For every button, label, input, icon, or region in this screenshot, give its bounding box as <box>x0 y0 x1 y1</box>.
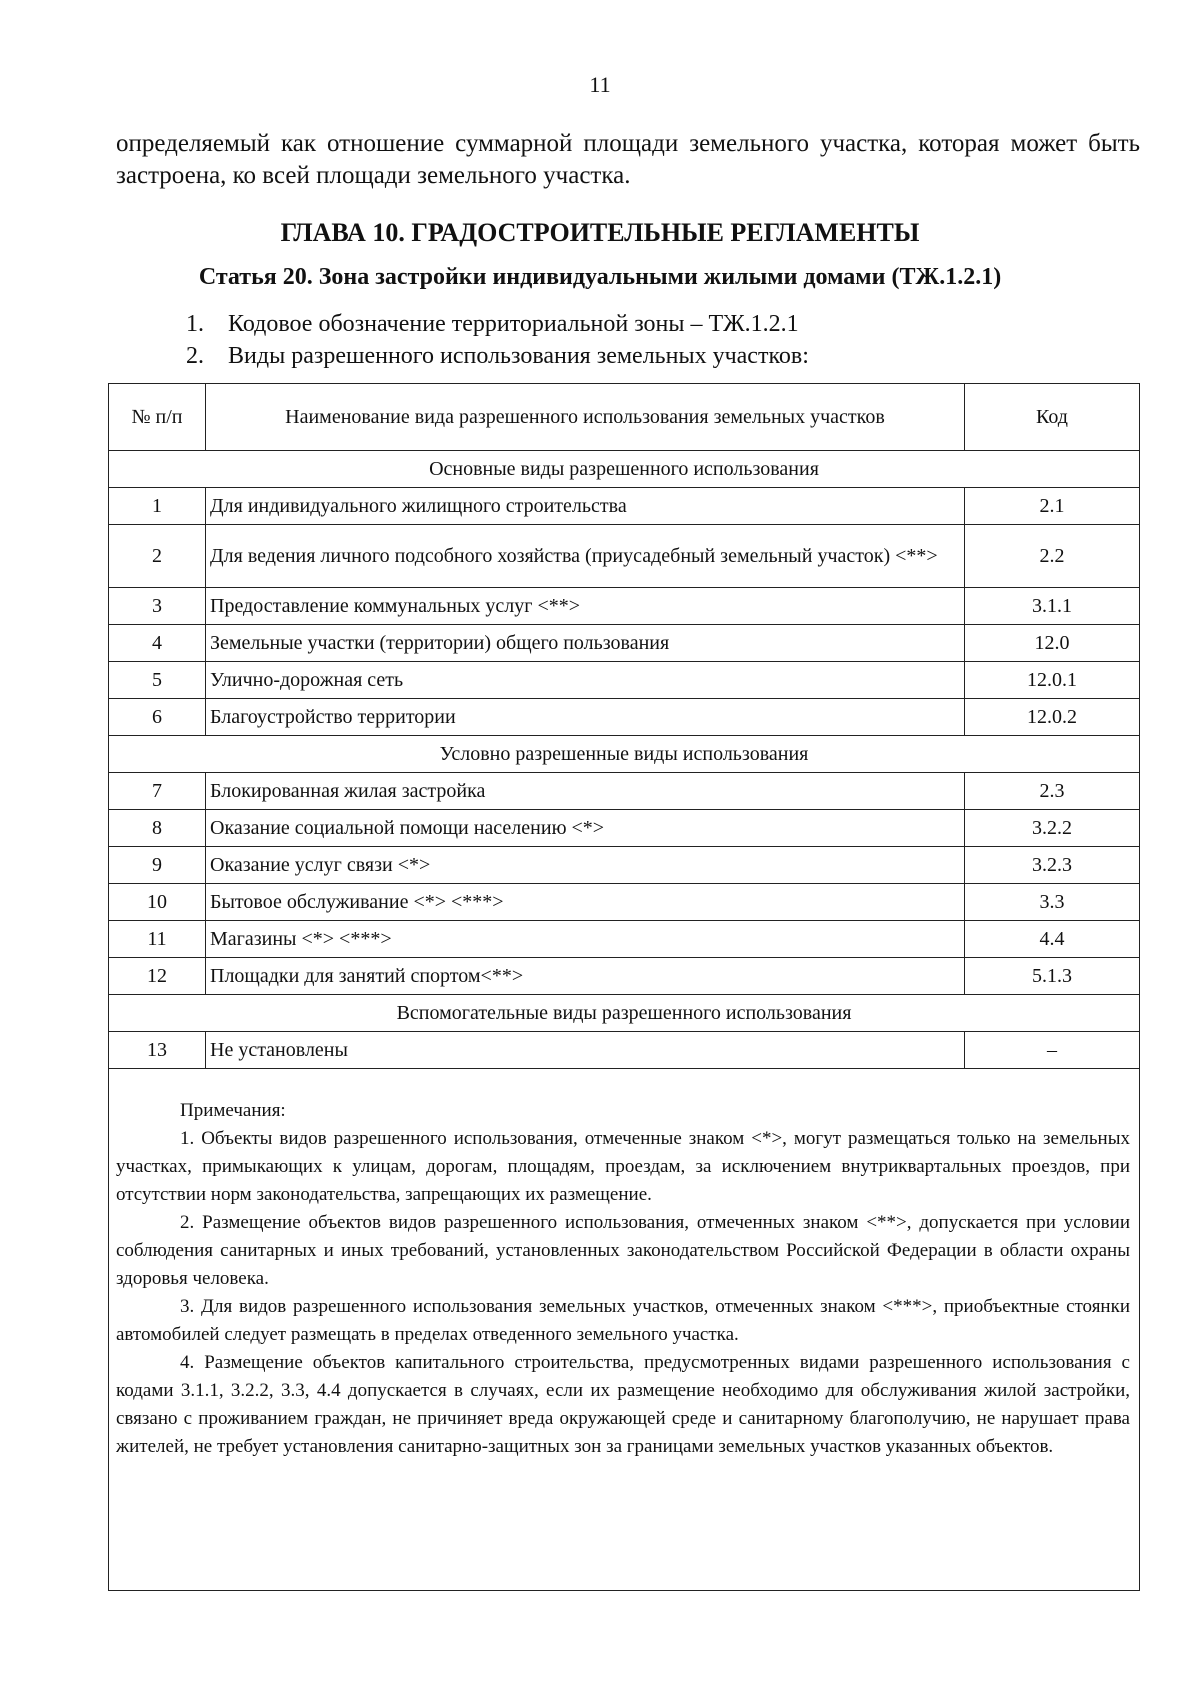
note-item: 1. Объекты видов разрешенного использования, отмеченные знаком <*>, могут размещаться только на земельных участках, примыкающих к улицам, дорогам, площадям, проездам, за исключением внутриквартальных проездов, при отсутствии норм законодательства, запрещающих их размещение. <box>116 1128 1130 1205</box>
row-num: 8 <box>109 810 206 847</box>
row-num: 6 <box>109 699 206 736</box>
table-row <box>109 921 1140 958</box>
row-num: 9 <box>109 847 206 884</box>
list-item-number: 1. <box>186 311 204 337</box>
row-code: – <box>965 1032 1140 1069</box>
table-row <box>109 699 1140 736</box>
section-title: Основные виды разрешенного использования <box>109 451 1140 488</box>
section-row-main <box>109 451 1140 488</box>
section-title: Вспомогательные виды разрешенного использования <box>109 995 1140 1032</box>
row-num: 11 <box>109 921 206 958</box>
row-num: 2 <box>109 525 206 588</box>
list-item <box>186 340 809 372</box>
list-item-number: 2. <box>186 343 204 369</box>
numbered-list <box>186 308 809 372</box>
row-name: Для индивидуального жилищного строительства <box>206 488 965 525</box>
row-name: Улично-дорожная сеть <box>206 662 965 699</box>
row-code: 3.2.3 <box>965 847 1140 884</box>
page-number: 11 <box>589 72 611 97</box>
table-row <box>109 525 1140 588</box>
row-name: Блокированная жилая застройка <box>206 773 965 810</box>
row-num: 3 <box>109 588 206 625</box>
table-row <box>109 488 1140 525</box>
row-code: 12.0 <box>965 625 1140 662</box>
list-item <box>186 308 809 340</box>
note-item: 4. Размещение объектов капитального строительства, предусмотренных видами разрешенного использования с кодами 3.1.1, 3.2.2, 3.3, 4.4 допускается в случаях, если их размещение необходимо для обслуживания жилой застройки, связано с проживанием граждан, не причиняет вреда окружающей среде и санитарному благополучию, не нарушает права жителей, не требует установления санитарно-защитных зон за границами земельных участков указанных объектов. <box>116 1352 1130 1457</box>
chapter-title: ГЛАВА 10. ГРАДОСТРОИТЕЛЬНЫЕ РЕГЛАМЕНТЫ <box>280 218 920 247</box>
row-num: 4 <box>109 625 206 662</box>
row-name: Предоставление коммунальных услуг <**> <box>206 588 965 625</box>
note-item: 2. Размещение объектов видов разрешенного использования, отмеченных знаком <**>, допускается при условии соблюдения санитарных и иных требований, установленных законодательством Российской Федерации в области охраны здоровья человека. <box>116 1212 1130 1289</box>
row-name: Земельные участки (территории) общего пользования <box>206 625 965 662</box>
table-row <box>109 810 1140 847</box>
section-row-auxiliary <box>109 995 1140 1032</box>
row-num: 5 <box>109 662 206 699</box>
header-num: № п/п <box>109 384 206 451</box>
row-code: 12.0.1 <box>965 662 1140 699</box>
table-row <box>109 773 1140 810</box>
table-row <box>109 662 1140 699</box>
row-num: 12 <box>109 958 206 995</box>
row-name: Оказание услуг связи <*> <box>206 847 965 884</box>
notes-block <box>116 1097 1130 1461</box>
row-code: 5.1.3 <box>965 958 1140 995</box>
row-num: 7 <box>109 773 206 810</box>
row-num: 1 <box>109 488 206 525</box>
row-name: Площадки для занятий спортом<**> <box>206 958 965 995</box>
list-item-text: Кодовое обозначение территориальной зоны – ТЖ.1.2.1 <box>228 311 799 337</box>
row-name: Для ведения личного подсобного хозяйства (приусадебный земельный участок) <**> <box>206 525 965 588</box>
row-code: 2.3 <box>965 773 1140 810</box>
row-code: 3.3 <box>965 884 1140 921</box>
article-title: Статья 20. Зона застройки индивидуальными жилыми домами (ТЖ.1.2.1) <box>198 264 1002 290</box>
row-num: 10 <box>109 884 206 921</box>
row-code: 2.2 <box>965 525 1140 588</box>
note-item: 3. Для видов разрешенного использования земельных участков, отмеченных знаком <***>, приобъектные стоянки автомобилей следует размещать в пределах отведенного земельного участка. <box>116 1296 1130 1345</box>
row-num: 13 <box>109 1032 206 1069</box>
table-row <box>109 625 1140 662</box>
list-item-text: Виды разрешенного использования земельных участков: <box>228 343 809 369</box>
row-code: 4.4 <box>965 921 1140 958</box>
section-title: Условно разрешенные виды использования <box>109 736 1140 773</box>
land-use-table <box>108 383 1140 1069</box>
header-name: Наименование вида разрешенного использования земельных участков <box>206 384 965 451</box>
row-name: Бытовое обслуживание <*> <***> <box>206 884 965 921</box>
row-code: 12.0.2 <box>965 699 1140 736</box>
table-row <box>109 588 1140 625</box>
row-name: Магазины <*> <***> <box>206 921 965 958</box>
section-row-conditional <box>109 736 1140 773</box>
table-row <box>109 847 1140 884</box>
table-row <box>109 884 1140 921</box>
row-name: Не установлены <box>206 1032 965 1069</box>
table-row <box>109 1032 1140 1069</box>
intro-paragraph: определяемый как отношение суммарной площади земельного участка, которая может быть застроена, ко всей площади земельного участка. <box>116 130 1140 189</box>
row-name: Благоустройство территории <box>206 699 965 736</box>
header-code: Код <box>965 384 1140 451</box>
row-code: 3.1.1 <box>965 588 1140 625</box>
table-row <box>109 958 1140 995</box>
table-header-row <box>109 384 1140 451</box>
notes-title: Примечания: <box>180 1100 286 1121</box>
row-code: 2.1 <box>965 488 1140 525</box>
row-name: Оказание социальной помощи населению <*> <box>206 810 965 847</box>
row-code: 3.2.2 <box>965 810 1140 847</box>
